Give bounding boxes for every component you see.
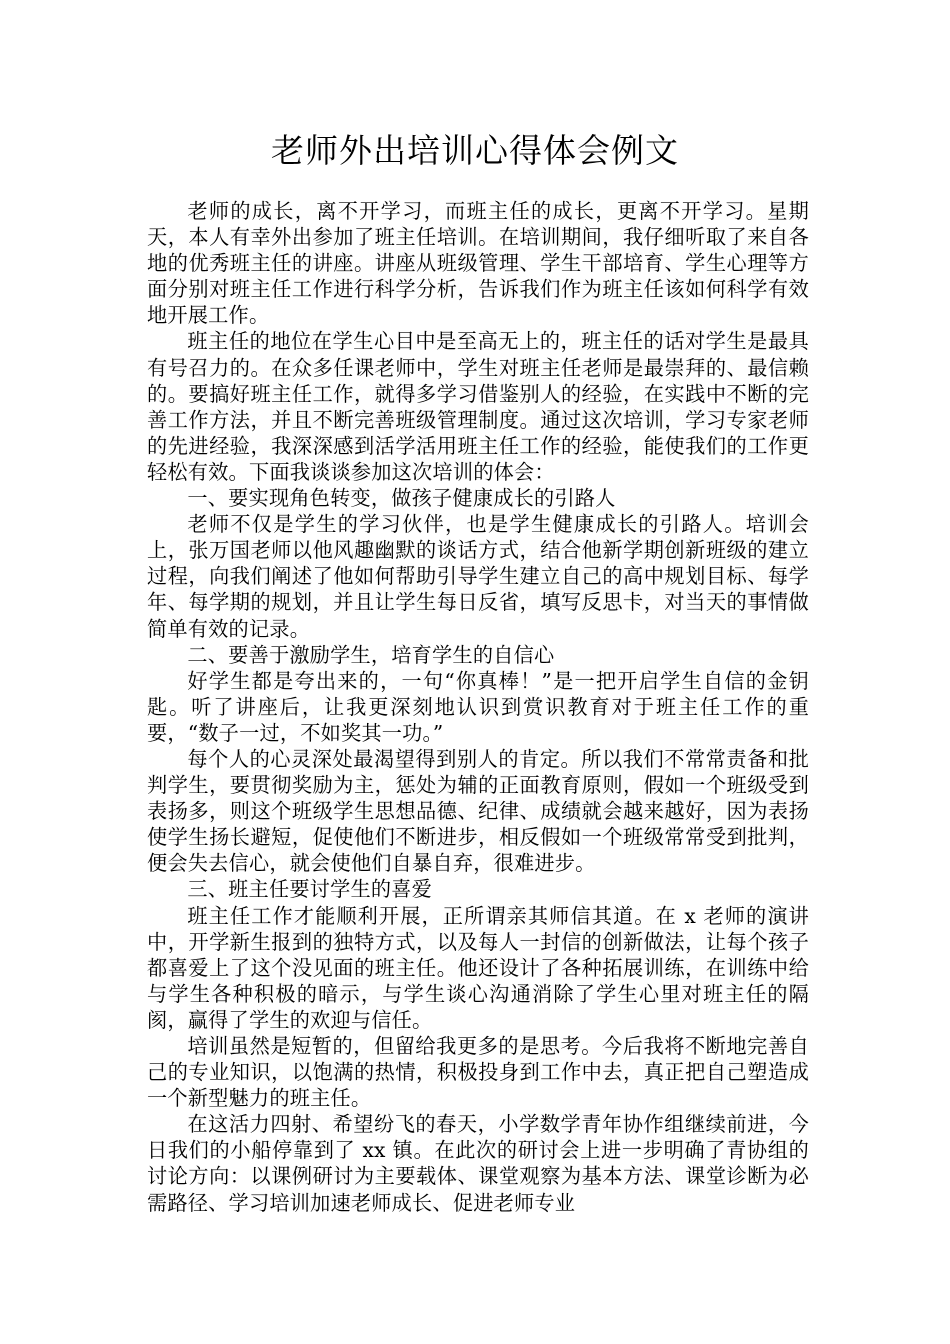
section-heading-2: 二、要善于激励学生，培育学生的自信心 — [187, 642, 555, 667]
paragraph-reflection: 培训虽然是短暂的，但留给我更多的是思考。今后我将不断地完善自己的专业知识，以饱满的热情，积极投身到工作中去，真正把自己塑造成一个新型魅力的班主任。 — [147, 1034, 809, 1111]
paragraph-affirmation: 每个人的心灵深处最渴望得到别人的肯定。所以我们不常常责备和批判学生，要贯彻奖励为主，惩处为辅的正面教育原则，假如一个班级受到表扬多，则这个班级学生思想品德、纪律、成绩就会越来越好，因为表扬使学生扬长避短，促使他们不断进步，相反假如一个班级常常受到批判，便会失去信心，就会使他们自暴自弃，很难进步。 — [147, 746, 809, 876]
paragraph-role: 班主任的地位在学生心目中是至高无上的，班主任的话对学生是最具有号召力的。在众多任课老师中，学生对班主任老师是最崇拜的、最信赖的。要搞好班主任工作，就得多学习借鉴别人的经验，在实践中不断的完善工作方法，并且不断完善班级管理制度。通过这次培训，学习专家老师的先进经验，我深深感到活学活用班主任工作的经验，能使我们的工作更轻松有效。下面我谈谈参加这次培训的体会： — [147, 329, 809, 484]
paragraph-praise: 好学生都是夸出来的，一句“你真棒！”是一把开启学生自信的金钥匙。听了讲座后，让我更深刻地认识到赏识教育对于班主任工作的重要，“数子一过，不如奖其一功。” — [147, 668, 809, 745]
paragraph-intro: 老师的成长，离不开学习，而班主任的成长，更离不开学习。星期天，本人有幸外出参加了班主任培训。在培训期间，我仔细听取了来自各地的优秀班主任的讲座。讲座从班级管理、学生干部培育、学生心理等方面分别对班主任工作进行科学分析，告诉我们作为班主任该如何科学有效地开展工作。 — [147, 199, 809, 328]
document-body — [147, 198, 809, 1216]
paragraph-spring: 在这活力四射、希望纷飞的春天，小学数学青年协作组继续前进，今日我们的小船停靠到了 xx 镇。在此次的研讨会上进一步明确了青协组的讨论方向：以课例研讨为主要载体、课堂观察为基本方法、课堂诊断为必需路径、学习培训加速老师成长、促进老师专业 — [147, 1112, 809, 1215]
section-heading-1: 一、要实现角色转变，做孩子健康成长的引路人 — [187, 486, 616, 511]
paragraph-guide: 老师不仅是学生的学习伙伴，也是学生健康成长的引路人。培训会上，张万国老师以他风趣幽默的谈话方式，结合他新学期创新班级的建立过程，向我们阐述了他如何帮助引导学生建立自己的高中规划目标、每学年、每学期的规划，并且让学生每日反省，填写反思卡，对当天的事情做简单有效的记录。 — [147, 512, 809, 641]
section-heading-3: 三、班主任要讨学生的喜爱 — [187, 877, 433, 902]
document-title: 老师外出培训心得体会例文 — [271, 131, 679, 170]
paragraph-trust: 班主任工作才能顺利开展，正所谓亲其师信其道。在 x 老师的演讲中，开学新生报到的独特方式，以及每人一封信的创新做法，让每个孩子都喜爱上了这个没见面的班主任。他还设计了各种拓展训练，在训练中给与学生各种积极的暗示，与学生谈心沟通消除了学生心里对班主任的隔阂，赢得了学生的欢迎与信任。 — [147, 903, 809, 1032]
